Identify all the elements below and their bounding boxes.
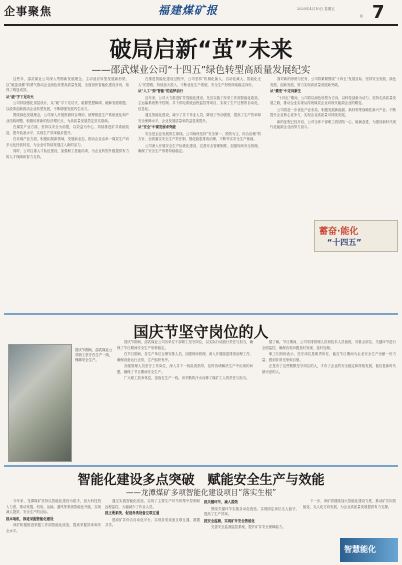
header-rule: [4, 24, 398, 26]
section-title: 企事聚焦: [4, 5, 52, 18]
footer-banner: [340, 538, 398, 562]
article1-head-1: 从“破”字下足功夫: [6, 94, 34, 99]
page-label: 版: [360, 14, 364, 18]
article2-column-2: 据了解，节日期间，公司安排管理人员和技术人员值班，对重点部位、关键环节进行全面监控，确保各类问题及时发现、及时处理。 职工们纷纷表示，坚守岗位是职责所在，能在节日期间为企业安全生产贡献一份力量，感到非常光荣和自豪。 正是有了这些默默坚守岗位的人，才有了企业的安全稳定和持续发展，他们是新时代最可爱的人。: [262, 340, 396, 374]
divider-2: [4, 465, 398, 467]
masthead: 福建煤矿报: [158, 4, 218, 17]
article3-head-2: 抓主要系统，促进各类设备互联互通: [105, 511, 160, 515]
article3-subtitle: ——龙潭煤矿多项智能化建设项目“落实生根”: [125, 488, 277, 497]
article3-head-3: 抓关键环节，减人提效: [204, 500, 238, 504]
divider-1: [4, 313, 398, 315]
logo-emblem: [314, 220, 398, 252]
article2-caption: 国庆节期间，邵武煤业公司职工坚守在生产一线，保障安全生产。: [75, 348, 113, 362]
article2-title: 国庆节坚守岗位的人: [133, 323, 269, 341]
article3-head-1: 抓本地机，推进采掘智能化建设: [6, 516, 54, 521]
article2-column-1: 国庆节期间，邵武煤业公司各单位干部职工坚守岗位，以实际行动践行责任与担当，确保了节日期间安全生产形势稳定。 在节日期间，各生产单位合理安排人员，加强现场管理，深入开展隐患排查治理工作，确保设备运行正常，生产组织有序。 各级管理人员坚守工作岗位，深入井下一线检查指导，及时协调解决生产中出现的问题，确保了节日期间安全生产。 广大职工放弃休息，奋战在生产一线，用辛勤的汗水诠释了煤矿工人的责任与担当。: [117, 340, 253, 380]
article3-column-2: 通过实施智能化改造，实现了主要生产环节的集中控制和远程监控，大幅减少了作业人员。 抓主要系统，促进各类设备互联互通 建成矿井综合自动化平台，实现各类设备互联互通、数据共享。: [105, 499, 200, 527]
page-number: 7: [372, 2, 385, 23]
article2-photo: [8, 344, 72, 462]
article3-head-4: 抓安全监测，实现矿井安全智能化: [204, 518, 255, 523]
article3-column-1: 今年来，龙潭煤矿坚持以智能化建设为抓手，加大科技投入力度，推动采掘、机电、运输、通风等系统智能化升级，实现减人提效、安全生产的目标。 抓本地机，推进采掘智能化建设 该矿积极推进采掘工作面智能化改造，提高采掘效率和安全水平。: [6, 499, 101, 533]
article3-column-3: 抓关键环节，减人提效 围绕关键环节实施自动化改造，实现固定岗位无人值守，提高了生产效率。 抓安全监测，实现矿井安全智能化 完善安全监测监控系统，提升矿井安全保障能力。: [204, 500, 299, 529]
article2-body: 国庆节期间，邵武煤业公司各单位干部职工坚守岗位，以实际行动践行责任与担当，确保了节日期间安全生产形势稳定。: [117, 340, 253, 350]
article3-body: 今年来，龙潭煤矿坚持以智能化建设为抓手，加大科技投入力度，推动采掘、机电、运输、通风等系统智能化升级，实现减人提效、安全生产的目标。: [6, 499, 101, 514]
article1-head-4: 从“蝶变”中走向新生: [270, 89, 302, 93]
footer-banner-text: 智慧能化: [344, 545, 376, 554]
article1-col2-text: 在推进智能化建设过程中，公司坚持“机械化换人、自动化减人、智能化无人”的思路，持续加大投入，不断优化生产系统，安全生产形势持续稳定向好。: [138, 77, 261, 87]
issue-date: 2020年4月10日 星期五: [297, 7, 335, 11]
article1-column-2: 在推进智能化建设过程中，公司坚持“机械化换人、自动化减人、智能化无人”的思路，持续加大投入，不断优化生产系统，安全生产形势持续稳定向好。 从“人工”到“智能”的追梦前行 近年来，公司大力推进矿井智能化建设，先后实施了综采工作面智能化改造、主运输系统集中控制、井下供电系统远程监控等项目，实现了生产过程的自动化、信息化。 通过智能化建设，减少了井下作业人员，降低了劳动强度，提高了生产效率和安全保障水平，企业发展质量和效益显著提升。 从“安全”中谋发展求突破 安全是企业发展的生命线。公司始终坚持“安全第一、预防为主、综合治理”的方针，全面落实安全生产责任制，强化隐患排查治理，不断夯实安全生产基础。 公司深入开展安全生产标准化建设，完善安全管理制度，加强现场安全管理，确保了安全生产形势持续稳定。: [138, 77, 261, 153]
article3-column-4: 下一步，该矿将继续加大智能化建设力度，推动矿井向智能化、无人化方向发展，为企业高质量发展提供有力支撑。: [303, 499, 396, 509]
logo-text-line2: “十四五”: [327, 238, 362, 247]
article1-head-2: 从“人工”到“智能”的追梦前行: [138, 89, 184, 93]
article1-subtitle: ——邵武煤业公司“十四五”绿色转型高质量发展纪实: [91, 65, 311, 76]
article1-head-3: 从“安全”中谋发展求突破: [138, 125, 176, 129]
article1-column-1: 这些年，邵武煤业公司深入贯彻新发展理念，主动适应转型发展新形势，以“破茧成蝶”的勇气推动企业绿色转型高质量发展，全面加快智能化建设步伐，取得了明显成效。 从“破”字下足功夫 公司持续强化顶层设计，从“破”字下足功夫，破除思想障碍，破解发展难题，以改革创新推动企业转型发展，不断增强发展内生动力。 围绕绿色发展理念，公司深入开展资源综合利用，统筹推进生产系统优化和产业结构调整，积极培育新的经济增长点，为高质量发展奠定坚实基础。 在煤炭产业方面，坚持以安全为前提，以效益为中心，持续推进矿井系统改造，提升装备水平，实现生产效率稳步提升。 在非煤产业方面，积极拓展新领域，发展新业态，推动企业由单一煤炭生产向多元化经营转变，为企业可持续发展注入新的活力。 同时，公司注重人才队伍建设，加强职工技能培训，为企业转型升级提供有力的人才保障和智力支持。: [6, 77, 129, 159]
article1-col1-text: 这些年，邵武煤业公司深入贯彻新发展理念，主动适应转型发展新形势，以“破茧成蝶”的勇气推动企业绿色转型高质量发展，全面加快智能化建设步伐，取得了明显成效。: [6, 77, 129, 92]
article3-title: 智能化建设多点突破 赋能安全生产与效能: [77, 473, 325, 488]
article1-column-3: 面对新的形势与任务，公司将紧紧围绕“十四五”发展目标，坚持安全发展、绿色发展、创新发展，努力实现高质量发展新突破。 从“蝶变”中走向新生 “十四五”期间，公司将以绿色转型为方向，以科技创新为动力，坚持走高质量发展之路，推动企业实现从传统煤炭企业向现代能源企业的蝶变。 公司将进一步优化产业布局，积极发展新能源、新材料等战略性新兴产业，不断提升企业核心竞争力，实现企业高质量可持续发展。 新的征程已经开启，公司全体干部职工将团结一心、砥砺奋进，为建设新时代现代化能源企业而努力奋斗。: [270, 77, 396, 129]
article1-col3-text: 面对新的形势与任务，公司将紧紧围绕“十四五”发展目标，坚持安全发展、绿色发展、创新发展，努力实现高质量发展新突破。: [270, 77, 396, 87]
logo-text-line1: 蓄奋·能化: [319, 227, 359, 237]
article1-title: 破局启新“茧”未来: [109, 38, 293, 63]
